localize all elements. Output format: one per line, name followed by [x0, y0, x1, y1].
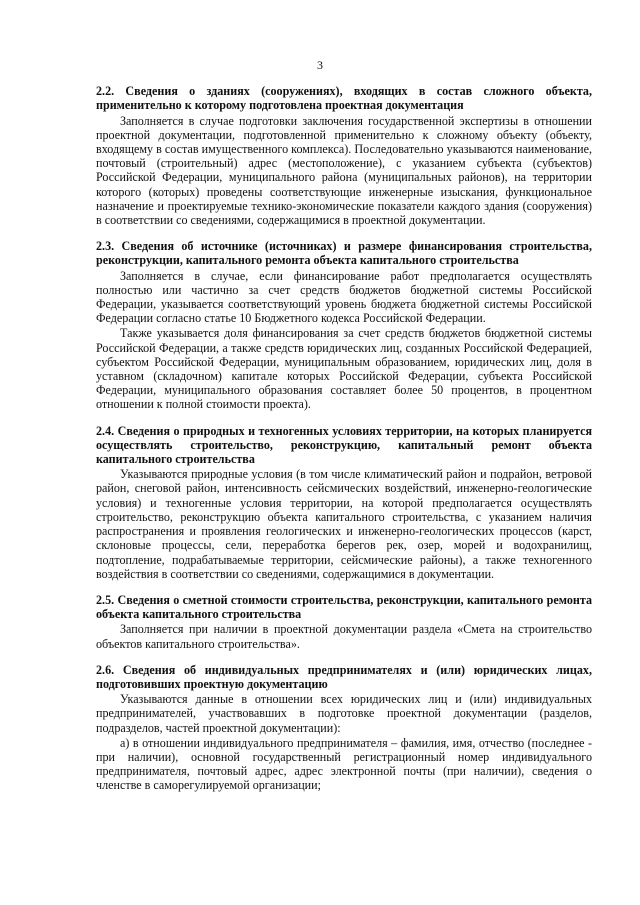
paragraph: а) в отношении индивидуального предпринимателя – фамилия, имя, отчество (последнее - при наличии), основной государственный регистрационный номер индивидуального предпринимателя, почтовый адрес, адрес электронной почты (при наличии), сведения о членстве в саморегулируемой организации; — [96, 735, 592, 793]
page-number: 3 — [317, 58, 323, 72]
paragraph: Указываются данные в отношении всех юридических лиц и (или) индивидуальных предпринимателей, участвовавших в подготовке проектной документации (разделов, подразделов, частей проектной документации): — [96, 692, 592, 735]
paragraph: Заполняется при наличии в проектной документации раздела «Смета на строительство объектов капитального строительства». — [96, 622, 592, 651]
paragraph: Указываются природные условия (в том числе климатический район и подрайон, ветровой район, снеговой район, интенсивность сейсмических воздействий, инженерно-геологические условия) и техногенные условия территории, на которой предполагается осуществлять строительство, реконструкцию объекта капитального строительства, с указанием наличия распространения и проявления геологических и инженерно-геологических процессов (карст, склоновые процессы, сели, переработка берегов рек, озер, морей и водохранилищ, подтопление, подрабатываемые территории, сейсмические районы), а также техногенного воздействия в соответствии со сведениями, содержащимися в документации. — [96, 467, 592, 581]
section-2-6 — [96, 663, 592, 793]
section-title: 2.4. Сведения о природных и техногенных условиях территории, на которых планируется осуществлять строительство, реконструкцию, капитальный ремонт объекта капитального строительства — [96, 423, 592, 467]
section-title: 2.3. Сведения об источнике (источниках) и размере финансирования строительства, реконструкции, капитального ремонта объекта капитального строительства — [96, 239, 592, 268]
section-2-2 — [96, 84, 592, 227]
section-title: 2.5. Сведения о сметной стоимости строительства, реконструкции, капитального ремонта объекта капитального строительства — [96, 592, 592, 622]
section-title: 2.2. Сведения о зданиях (сооружениях), входящих в состав сложного объекта, применительно к которому подготовлена проектная документация — [96, 84, 592, 113]
section-2-5 — [96, 593, 592, 651]
paragraph: Также указывается доля финансирования за счет средств бюджетов бюджетной системы Российской Федерации, а также средств юридических лиц, созданных Российской Федерацией, субъектом Российской Федерации, муниципальным образованием, юридических лиц, доля в уставном (складочном) капитале которых Российской Федерации, субъекта Российской Федерации, муниципального образования составляет более 50 процентов, в процентном отношении к полной стоимости проекта). — [96, 326, 592, 412]
section-2-4 — [96, 424, 592, 581]
section-title: 2.6. Сведения об индивидуальных предпринимателях и (или) юридических лицах, подготовивших проектную документацию — [96, 662, 592, 691]
section-2-3 — [96, 239, 592, 411]
paragraph: Заполняется в случае, если финансирование работ предполагается осуществлять полностью или частично за счет средств бюджетов бюджетной системы Российской Федерации, указывается соответствующий уровень бюджета бюджетной системы Российской Федерации согласно статье 10 Бюджетного кодекса Российской Федерации. — [96, 268, 592, 326]
paragraph: Заполняется в случае подготовки заключения государственной экспертизы в отношении проектной документации, подготовленной применительно к сложному объекту (объекту, входящему в состав имущественного комплекса). Последовательно указываются наименование, почтовый (строительный) адрес (местоположение), с указанием субъекта (субъектов) Российской Федерации, муниципального района (муниципальных районов), на территории которого (которых) проведены соответствующие инженерные изыскания, функциональное назначение и проектируемые технико-экономические показатели каждого здания (сооружения) в соответствии со сведениями, содержащимися в проектной документации. — [96, 113, 592, 228]
